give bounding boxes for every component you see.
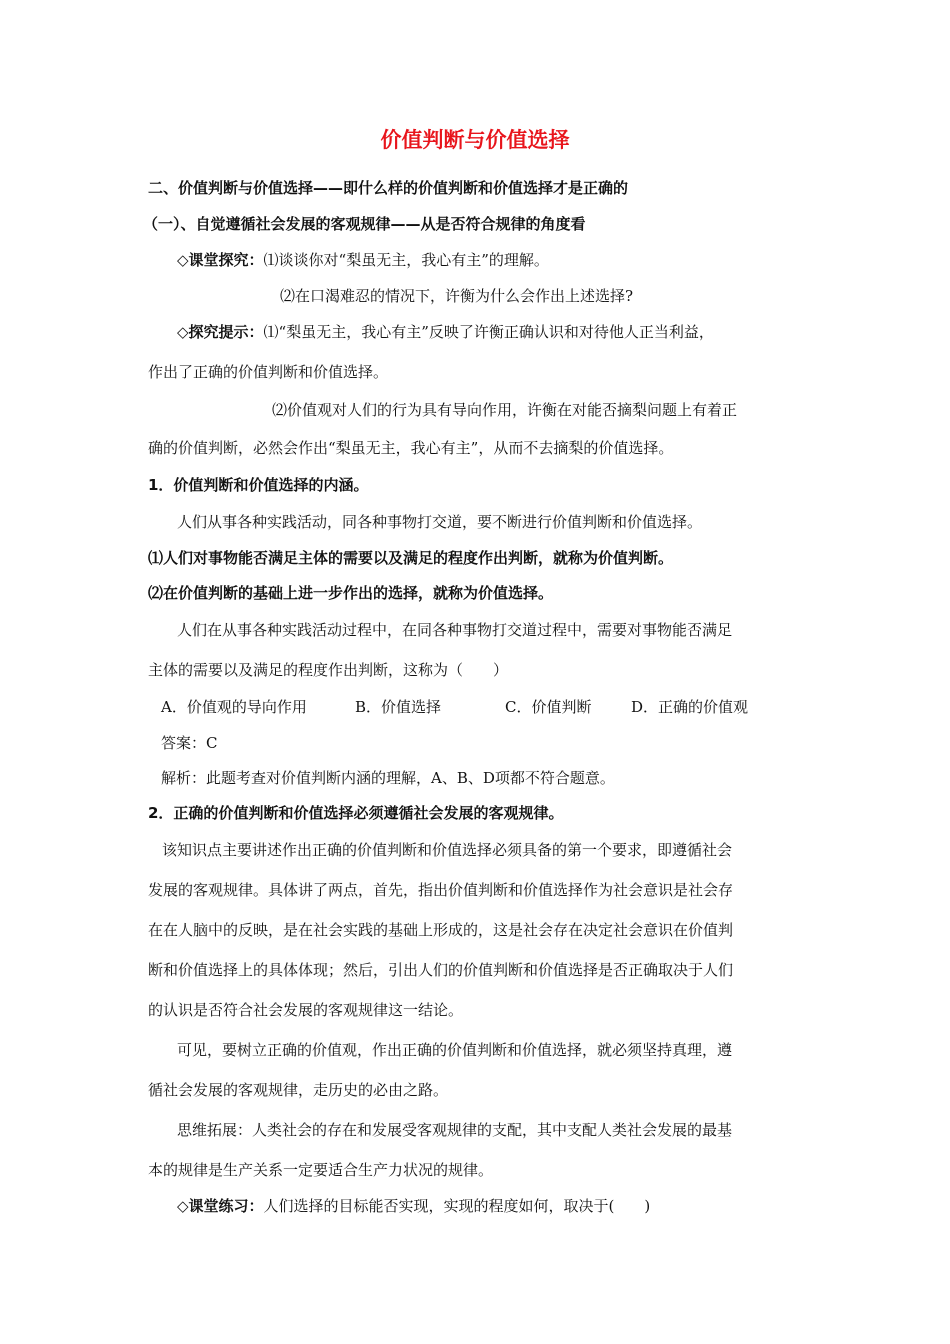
page-title: 价值判断与价值选择 [380, 128, 570, 152]
inquiry-label: ◇课堂探究： [177, 251, 264, 269]
point-2-para-line-5: 的认识是否符合社会发展的客观规律这一结论。 [148, 1001, 464, 1019]
extension-line-1: 思维拓展：人类社会的存在和发展受客观规律的支配，其中支配人类社会发展的最基 [177, 1121, 733, 1139]
conclusion-line-2: 循社会发展的客观规律，走历史的必由之路。 [148, 1081, 449, 1099]
point-2-para-line-2: 发展的客观规律。具体讲了两点，首先，指出价值判断和价值选择作为社会意识是社会存 [148, 881, 734, 899]
point-2-para-line-1: 该知识点主要讲述作出正确的价值判断和价值选择必须具备的第一个要求，即遵循社会 [162, 841, 733, 859]
subsection-heading: （一）、自觉遵循社会发展的客观规律——从是否符合规律的角度看 [143, 215, 586, 233]
point-1-intro: 人们从事各种实践活动，同各种事物打交道，要不断进行价值判断和价值选择。 [177, 513, 703, 531]
question-1-answer: 答案：C [161, 734, 218, 752]
hint-1-text: ⑴“梨虽无主，我心有主”反映了许衡正确认识和对待他人正当利益， [263, 323, 714, 341]
question-1-option-d: D．正确的价值观 [631, 698, 749, 716]
point-1-heading: 1．价值判断和价值选择的内涵。 [148, 476, 369, 494]
question-1-option-c: C．价值判断 [505, 698, 592, 716]
extension-line-2: 本的规律是生产关系一定要适合生产力状况的规律。 [148, 1161, 494, 1179]
hint-2-line-1: ⑵价值观对人们的行为具有导向作用，许衡在对能否摘梨问题上有着正 [272, 401, 738, 419]
hint-label: ◇探究提示： [177, 323, 264, 341]
point-1-definition-2: ⑵在价值判断的基础上进一步作出的选择，就称为价值选择。 [148, 584, 554, 602]
question-1-line-2: 主体的需要以及满足的程度作出判断，这称为（ ） [148, 661, 509, 679]
inquiry-q1-text: ⑴谈谈你对“梨虽无主，我心有主”的理解。 [263, 251, 549, 269]
section-heading: 二、价值判断与价值选择——即什么样的价值判断和价值选择才是正确的 [148, 179, 629, 197]
exercise-text: 人们选择的目标能否实现，实现的程度如何，取决于( ) [263, 1197, 651, 1215]
point-2-para-line-3: 在在人脑中的反映，是在社会实践的基础上形成的，这是社会存在决定社会意识在价值判 [148, 921, 734, 939]
classroom-exercise [177, 1196, 650, 1216]
inquiry-question-2: ⑵在口渴难忍的情况下，许衡为什么会作出上述选择? [280, 287, 634, 305]
point-2-para-line-4: 断和价值选择上的具体体现；然后，引出人们的价值判断和价值选择是否正确取决于人们 [148, 961, 734, 979]
question-1-option-a: A．价值观的导向作用 [161, 698, 307, 716]
hint-1-line-1 [177, 322, 714, 342]
question-1-line-1: 人们在从事各种实践活动过程中，在同各种事物打交道过程中，需要对事物能否满足 [177, 621, 733, 639]
hint-1-line-2: 作出了正确的价值判断和价值选择。 [148, 363, 389, 381]
question-1-analysis: 解析：此题考查对价值判断内涵的理解，A、B、D项都不符合题意。 [161, 769, 615, 787]
hint-2-line-2: 确的价值判断，必然会作出“梨虽无主，我心有主”，从而不去摘梨的价值选择。 [148, 439, 674, 457]
exercise-label: ◇课堂练习： [177, 1197, 264, 1215]
question-1-option-b: B．价值选择 [355, 698, 442, 716]
conclusion-line-1: 可见，要树立正确的价值观，作出正确的价值判断和价值选择，就必须坚持真理，遵 [177, 1041, 733, 1059]
point-2-heading: 2．正确的价值判断和价值选择必须遵循社会发展的客观规律。 [148, 804, 564, 822]
point-1-definition-1: ⑴人们对事物能否满足主体的需要以及满足的程度作出判断，就称为价值判断。 [148, 549, 674, 567]
inquiry-question-1 [177, 250, 549, 270]
